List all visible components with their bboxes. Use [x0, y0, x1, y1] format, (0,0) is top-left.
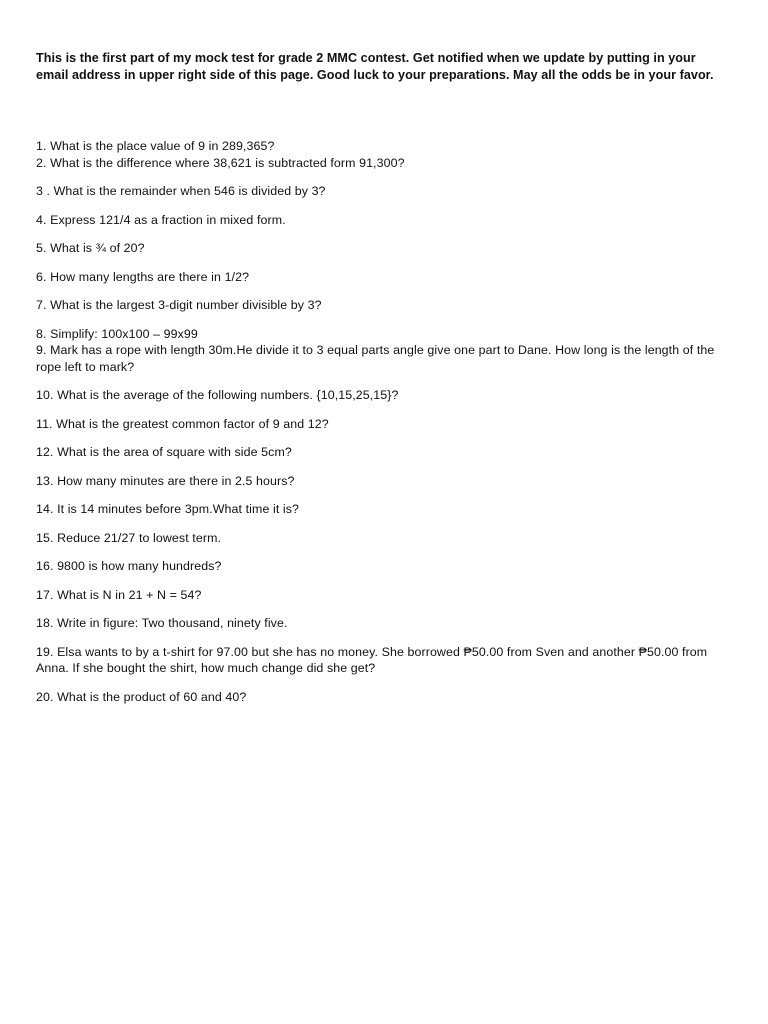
question-9: 9. Mark has a rope with length 30m.He divide it to 3 equal parts angle give one part to Dane. How long is the length of the rope left to mark? [36, 343, 715, 374]
question-11: 11. What is the greatest common factor of 9 and 12? [36, 416, 329, 431]
question-18: 18. Write in figure: Two thousand, ninety five. [36, 616, 288, 630]
question-16: 16. 9800 is how many hundreds? [36, 559, 222, 573]
question-14: 14. It is 14 minutes before 3pm.What time it is? [36, 502, 300, 516]
question-3: 3 . What is the remainder when 546 is divided by 3? [36, 184, 326, 198]
question-17: 17. What is N in 21 + N = 54? [36, 587, 202, 602]
question-13: 13. How many minutes are there in 2.5 hours? [36, 473, 295, 488]
question-4: 4. Express 121/4 as a fraction in mixed form. [36, 212, 286, 227]
question-6: 6. How many lengths are there in 1/2? [36, 269, 250, 284]
question-19: 19. Elsa wants to by a t-shirt for 97.00 but she has no money. She borrowed ₱50.00 from Sven and another ₱50.00 from Anna. If she bought the shirt, how much change did she get? [36, 644, 708, 675]
question-5: 5. What is ¾ of 20? [36, 241, 145, 255]
question-1: 1. What is the place value of 9 in 289,365? [36, 139, 275, 153]
question-12: 12. What is the area of square with side 5cm? [36, 445, 292, 459]
intro-paragraph: This is the first part of my mock test for grade 2 MMC contest. Get notified when we update by putting in your email address in upper right side of this page. Good luck to your preparations. May all the odds be in your favor. [36, 51, 714, 82]
question-7: 7. What is the largest 3-digit number divisible by 3? [36, 298, 322, 312]
question-15: 15. Reduce 21/27 to lowest term. [36, 530, 222, 545]
question-2: 2. What is the difference where 38,621 is subtracted form 91,300? [36, 155, 405, 170]
question-20: 20. What is the product of 60 and 40? [36, 689, 247, 704]
question-8: 8. Simplify: 100x100 – 99x99 [36, 326, 198, 341]
question-list [36, 138, 736, 705]
question-10: 10. What is the average of the following numbers. {10,15,25,15}? [36, 388, 399, 402]
